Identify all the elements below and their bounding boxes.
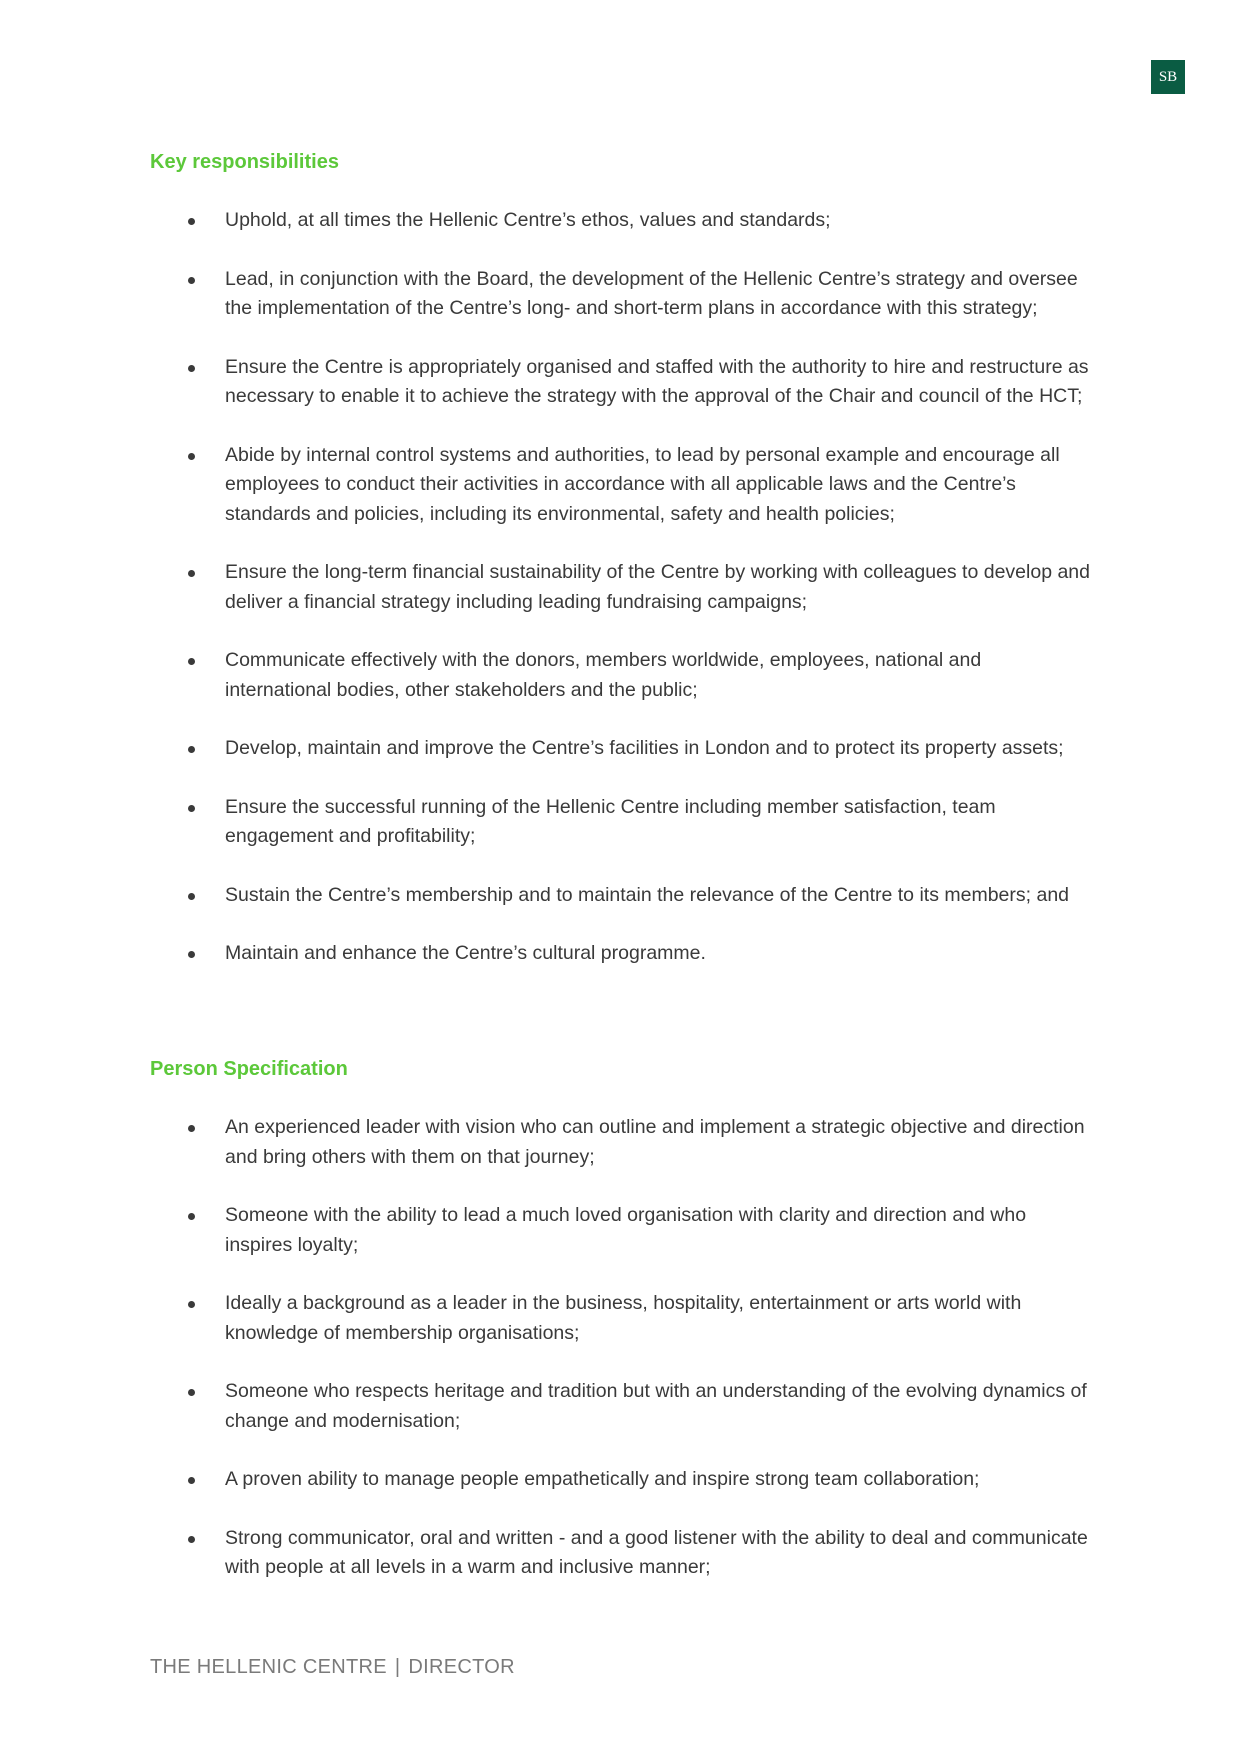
list-item-text: Lead, in conjunction with the Board, the development of the Hellenic Centre’s strategy and oversee the implementation of the Centre’s long- and short-term plans in accordance with this strategy;	[225, 267, 1078, 319]
list-item-text: A proven ability to manage people empathetically and inspire strong team collaboration;	[225, 1468, 980, 1490]
logo-badge	[1151, 60, 1185, 94]
bullet-icon	[188, 570, 195, 577]
list-item	[150, 1289, 1090, 1348]
list-item	[150, 206, 1090, 236]
list-item	[150, 646, 1090, 705]
bullet-icon	[188, 746, 195, 753]
list-item	[150, 265, 1090, 324]
footer-role: DIRECTOR	[408, 1656, 515, 1678]
bullet-icon	[188, 893, 195, 900]
list-item-text: Someone who respects heritage and tradition but with an understanding of the evolving dynamics of change and modernisation;	[225, 1380, 1087, 1432]
bullet-icon	[188, 1389, 195, 1396]
list-item-text: Abide by internal control systems and authorities, to lead by personal example and encourage all employees to conduct their activities in accordance with all applicable laws and the Centre’s standards and policies, including its environmental, safety and health policies;	[225, 443, 1060, 525]
bullet-icon	[188, 453, 195, 460]
bullet-icon	[188, 218, 195, 225]
list-item	[150, 353, 1090, 412]
list-item-text: Strong communicator, oral and written - and a good listener with the ability to deal and communicate with people at all levels in a warm and inclusive manner;	[225, 1526, 1088, 1578]
list-item-text: Ensure the successful running of the Hellenic Centre including member satisfaction, team engagement and profitability;	[225, 795, 996, 847]
list-item-text: Ensure the Centre is appropriately organised and staffed with the authority to hire and restructure as necessary to enable it to achieve the strategy with the approval of the Chair and council of the HCT;	[225, 355, 1089, 407]
list-item	[150, 734, 1090, 764]
list-item	[150, 1377, 1090, 1436]
footer-organisation: THE HELLENIC CENTRE	[150, 1656, 387, 1678]
list-item-text: An experienced leader with vision who can outline and implement a strategic objective and direction and bring others with them on that journey;	[225, 1116, 1085, 1168]
bullet-icon	[188, 1536, 195, 1543]
list-item-text: Develop, maintain and improve the Centre’s facilities in London and to protect its property assets;	[225, 737, 1064, 759]
footer-separator: |	[394, 1656, 401, 1678]
list-item-text: Someone with the ability to lead a much loved organisation with clarity and direction and who inspires loyalty;	[225, 1204, 1027, 1256]
section-heading-person-specification: Person Specification	[150, 1058, 348, 1080]
list-item	[150, 558, 1090, 617]
person-specification-list	[150, 1113, 1090, 1612]
bullet-icon	[188, 951, 195, 958]
bullet-icon	[188, 1213, 195, 1220]
page-footer	[150, 1656, 515, 1679]
list-item	[150, 1113, 1090, 1172]
list-item-text: Ensure the long-term financial sustainability of the Centre by working with colleagues to develop and deliver a financial strategy including leading fundraising campaigns;	[225, 561, 1090, 613]
section-heading-key-responsibilities: Key responsibilities	[150, 151, 339, 173]
bullet-icon	[188, 658, 195, 665]
bullet-icon	[188, 1477, 195, 1484]
list-item	[150, 793, 1090, 852]
bullet-icon	[188, 805, 195, 812]
list-item	[150, 1201, 1090, 1260]
list-item	[150, 441, 1090, 530]
bullet-icon	[188, 277, 195, 284]
logo-initials: SB	[1158, 68, 1178, 85]
bullet-icon	[188, 1301, 195, 1308]
list-item-text: Ideally a background as a leader in the business, hospitality, entertainment or arts world with knowledge of membership organisations;	[225, 1292, 1022, 1344]
list-item-text: Maintain and enhance the Centre’s cultural programme.	[225, 942, 706, 964]
list-item	[150, 1465, 1090, 1495]
list-item	[150, 881, 1090, 911]
bullet-icon	[188, 1125, 195, 1132]
list-item-text: Communicate effectively with the donors, members worldwide, employees, national and international bodies, other stakeholders and the public;	[225, 649, 982, 701]
list-item-text: Uphold, at all times the Hellenic Centre’s ethos, values and standards;	[225, 209, 831, 231]
list-item	[150, 1524, 1090, 1583]
list-item	[150, 939, 1090, 969]
key-responsibilities-list	[150, 206, 1090, 998]
list-item-text: Sustain the Centre’s membership and to maintain the relevance of the Centre to its members; and	[225, 883, 1070, 906]
bullet-icon	[188, 365, 195, 372]
